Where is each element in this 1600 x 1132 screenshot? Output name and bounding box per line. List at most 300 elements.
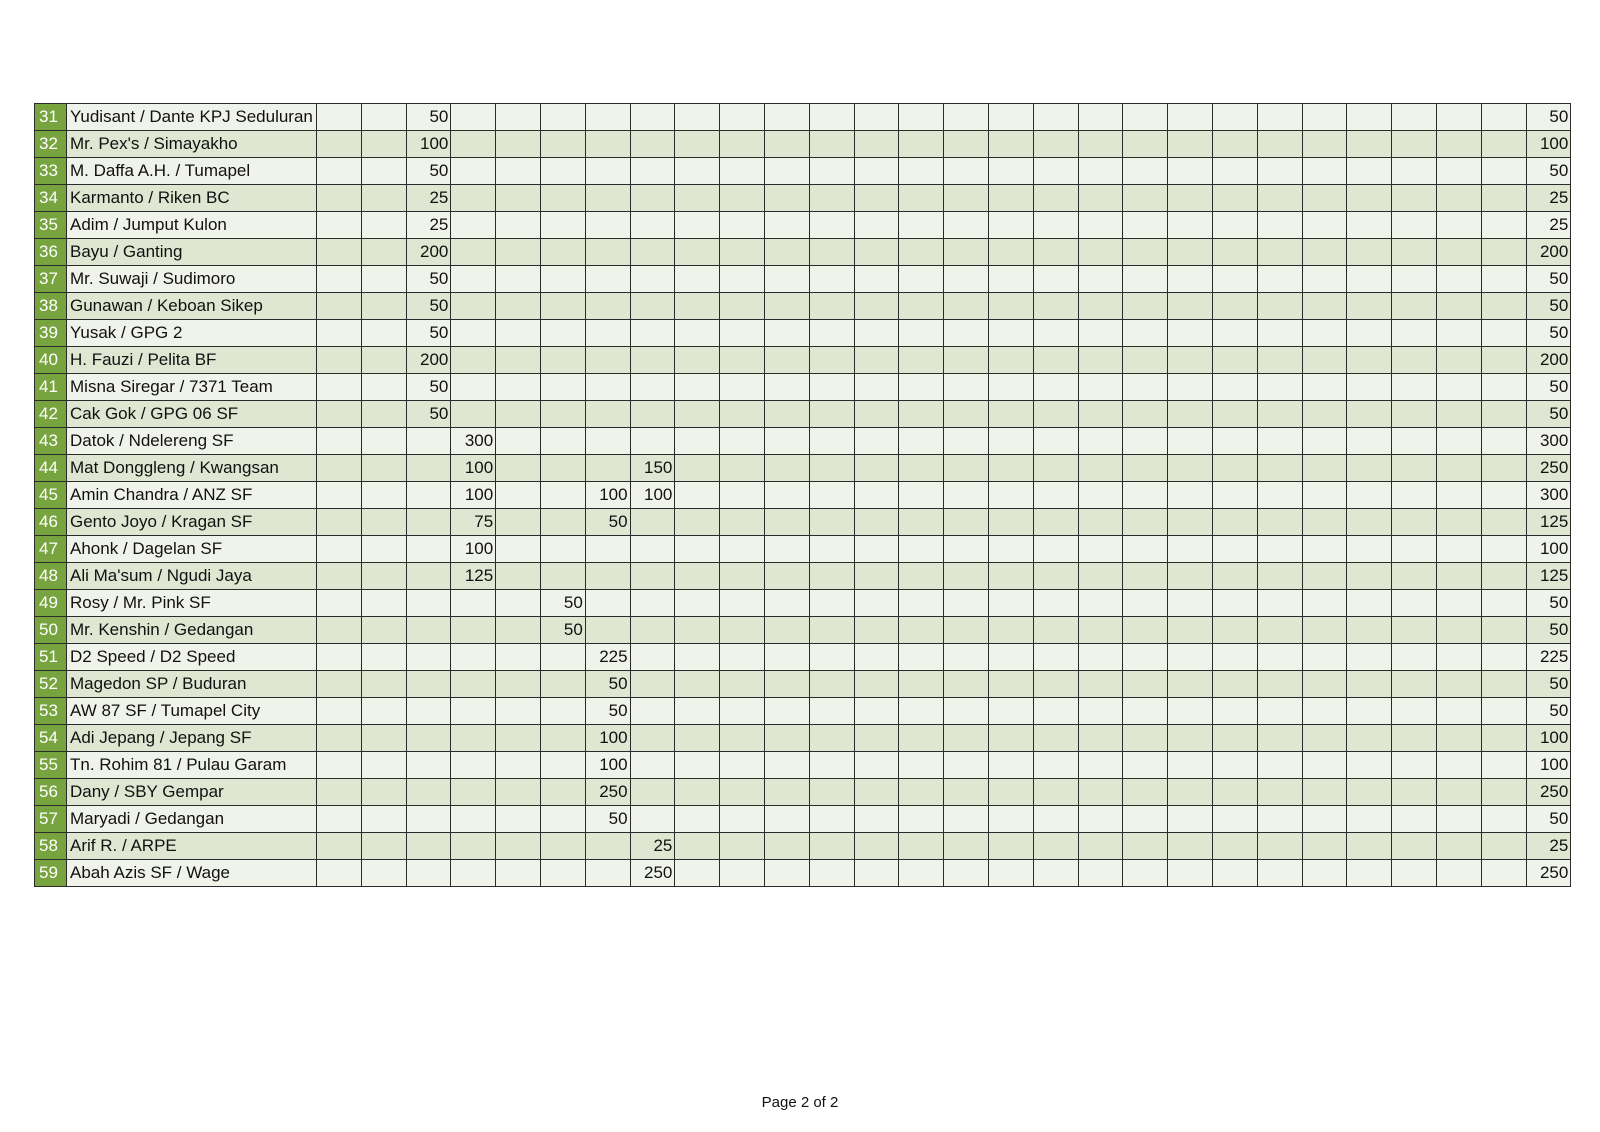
value-cell <box>944 806 989 833</box>
value-cell <box>675 320 720 347</box>
total-cell: 50 <box>1526 806 1571 833</box>
value-cell <box>406 644 451 671</box>
value-cell <box>1212 644 1257 671</box>
value-cell <box>451 671 496 698</box>
total-cell: 50 <box>1526 671 1571 698</box>
value-cell: 50 <box>540 590 585 617</box>
value-cell <box>675 590 720 617</box>
value-cell <box>944 104 989 131</box>
value-cell <box>988 428 1033 455</box>
value-cell <box>809 536 854 563</box>
value-cell <box>361 590 406 617</box>
table-row <box>35 239 1571 266</box>
value-cell <box>406 806 451 833</box>
value-cell <box>1168 401 1213 428</box>
total-cell: 300 <box>1526 482 1571 509</box>
value-cell <box>585 212 630 239</box>
value-cell <box>1347 212 1392 239</box>
value-cell <box>854 212 899 239</box>
participant-name: AW 87 SF / Tumapel City <box>67 698 317 725</box>
value-cell <box>361 779 406 806</box>
value-cell <box>809 590 854 617</box>
value-cell <box>451 266 496 293</box>
value-cell <box>1078 644 1123 671</box>
value-cell <box>809 860 854 887</box>
value-cell <box>1302 860 1347 887</box>
value-cell <box>361 428 406 455</box>
value-cell <box>809 455 854 482</box>
value-cell <box>451 347 496 374</box>
value-cell <box>1392 401 1437 428</box>
value-cell <box>540 752 585 779</box>
value-cell <box>361 320 406 347</box>
value-cell <box>720 752 765 779</box>
value-cell <box>1481 158 1526 185</box>
participant-name: Ahonk / Dagelan SF <box>67 536 317 563</box>
value-cell <box>809 563 854 590</box>
total-cell: 125 <box>1526 509 1571 536</box>
value-cell <box>720 374 765 401</box>
value-cell <box>944 131 989 158</box>
value-cell <box>1392 455 1437 482</box>
value-cell <box>1078 320 1123 347</box>
value-cell <box>317 104 362 131</box>
row-number: 54 <box>35 725 67 752</box>
value-cell <box>1347 158 1392 185</box>
value-cell <box>1123 644 1168 671</box>
value-cell <box>540 698 585 725</box>
value-cell <box>1392 806 1437 833</box>
value-cell <box>317 833 362 860</box>
value-cell <box>720 239 765 266</box>
value-cell <box>809 347 854 374</box>
value-cell <box>1033 401 1078 428</box>
value-cell <box>944 482 989 509</box>
value-cell <box>1392 320 1437 347</box>
value-cell <box>764 212 809 239</box>
value-cell <box>764 590 809 617</box>
value-cell <box>944 239 989 266</box>
value-cell <box>988 482 1033 509</box>
value-cell <box>630 698 675 725</box>
value-cell <box>1436 455 1481 482</box>
value-cell <box>630 806 675 833</box>
value-cell <box>1123 131 1168 158</box>
value-cell <box>1168 104 1213 131</box>
value-cell <box>809 833 854 860</box>
value-cell <box>496 590 541 617</box>
table-row <box>35 509 1571 536</box>
value-cell <box>1481 401 1526 428</box>
value-cell <box>988 347 1033 374</box>
row-number: 38 <box>35 293 67 320</box>
value-cell <box>361 509 406 536</box>
row-number: 44 <box>35 455 67 482</box>
value-cell <box>809 374 854 401</box>
value-cell <box>899 698 944 725</box>
value-cell <box>988 860 1033 887</box>
total-cell: 50 <box>1526 293 1571 320</box>
value-cell <box>1392 428 1437 455</box>
value-cell <box>585 428 630 455</box>
value-cell <box>1257 212 1302 239</box>
value-cell <box>1481 806 1526 833</box>
value-cell <box>675 455 720 482</box>
value-cell <box>496 185 541 212</box>
value-cell <box>988 239 1033 266</box>
value-cell: 50 <box>406 158 451 185</box>
value-cell <box>1302 185 1347 212</box>
value-cell <box>317 644 362 671</box>
value-cell <box>585 320 630 347</box>
value-cell <box>1436 320 1481 347</box>
value-cell <box>1168 833 1213 860</box>
value-cell: 200 <box>406 239 451 266</box>
value-cell <box>1033 158 1078 185</box>
total-cell: 100 <box>1526 725 1571 752</box>
value-cell <box>944 293 989 320</box>
participant-name: Mr. Kenshin / Gedangan <box>67 617 317 644</box>
value-cell <box>809 104 854 131</box>
value-cell <box>1168 455 1213 482</box>
value-cell <box>585 185 630 212</box>
value-cell <box>361 293 406 320</box>
value-cell <box>1481 644 1526 671</box>
value-cell <box>675 347 720 374</box>
value-cell <box>1078 239 1123 266</box>
value-cell <box>1302 644 1347 671</box>
value-cell <box>988 455 1033 482</box>
value-cell <box>1347 509 1392 536</box>
value-cell <box>1257 644 1302 671</box>
value-cell <box>988 185 1033 212</box>
value-cell <box>1347 860 1392 887</box>
value-cell <box>1123 320 1168 347</box>
value-cell <box>1123 428 1168 455</box>
value-cell <box>1436 536 1481 563</box>
value-cell <box>1168 617 1213 644</box>
value-cell <box>675 212 720 239</box>
value-cell <box>764 752 809 779</box>
value-cell <box>361 158 406 185</box>
value-cell <box>1302 428 1347 455</box>
value-cell <box>1168 347 1213 374</box>
value-cell <box>1078 131 1123 158</box>
value-cell <box>451 644 496 671</box>
participant-name: Arif R. / ARPE <box>67 833 317 860</box>
value-cell <box>1257 698 1302 725</box>
value-cell <box>1168 320 1213 347</box>
value-cell <box>1347 374 1392 401</box>
value-cell <box>854 347 899 374</box>
value-cell <box>988 158 1033 185</box>
value-cell <box>899 374 944 401</box>
table-row <box>35 401 1571 428</box>
value-cell <box>1257 374 1302 401</box>
participant-name: Ali Ma'sum / Ngudi Jaya <box>67 563 317 590</box>
value-cell <box>1347 590 1392 617</box>
total-cell: 50 <box>1526 320 1571 347</box>
row-number: 33 <box>35 158 67 185</box>
value-cell <box>1123 347 1168 374</box>
value-cell <box>1436 428 1481 455</box>
value-cell <box>764 563 809 590</box>
value-cell <box>361 185 406 212</box>
value-cell <box>1257 617 1302 644</box>
value-cell <box>1481 266 1526 293</box>
row-number: 57 <box>35 806 67 833</box>
value-cell <box>1168 239 1213 266</box>
value-cell <box>1347 671 1392 698</box>
value-cell <box>1392 617 1437 644</box>
value-cell <box>809 212 854 239</box>
value-cell <box>1257 401 1302 428</box>
value-cell <box>1257 131 1302 158</box>
value-cell: 50 <box>585 509 630 536</box>
value-cell <box>1481 374 1526 401</box>
value-cell <box>496 752 541 779</box>
value-cell <box>1392 185 1437 212</box>
value-cell <box>1123 860 1168 887</box>
value-cell <box>764 455 809 482</box>
row-number: 46 <box>35 509 67 536</box>
value-cell <box>988 806 1033 833</box>
value-cell <box>1212 266 1257 293</box>
value-cell <box>1078 671 1123 698</box>
value-cell <box>809 725 854 752</box>
value-cell <box>720 779 765 806</box>
value-cell: 50 <box>406 266 451 293</box>
value-cell <box>1436 131 1481 158</box>
total-cell: 100 <box>1526 536 1571 563</box>
value-cell <box>585 293 630 320</box>
value-cell <box>899 536 944 563</box>
total-cell: 100 <box>1526 752 1571 779</box>
value-cell <box>540 509 585 536</box>
value-cell <box>1302 293 1347 320</box>
participant-name: Dany / SBY Gempar <box>67 779 317 806</box>
value-cell <box>1212 725 1257 752</box>
value-cell <box>1436 401 1481 428</box>
value-cell <box>451 779 496 806</box>
value-cell <box>1257 320 1302 347</box>
value-cell <box>988 320 1033 347</box>
value-cell <box>1302 509 1347 536</box>
value-cell <box>675 509 720 536</box>
value-cell <box>1436 806 1481 833</box>
value-cell <box>406 509 451 536</box>
value-cell <box>1481 536 1526 563</box>
value-cell <box>496 806 541 833</box>
value-cell <box>540 293 585 320</box>
value-cell <box>1168 293 1213 320</box>
value-cell <box>1257 347 1302 374</box>
value-cell <box>317 860 362 887</box>
row-number: 58 <box>35 833 67 860</box>
row-number: 48 <box>35 563 67 590</box>
value-cell <box>764 509 809 536</box>
value-cell <box>899 212 944 239</box>
value-cell <box>361 860 406 887</box>
value-cell <box>1123 779 1168 806</box>
value-cell <box>764 833 809 860</box>
value-cell <box>540 239 585 266</box>
value-cell <box>1123 509 1168 536</box>
value-cell <box>1257 293 1302 320</box>
value-cell <box>540 131 585 158</box>
value-cell <box>720 698 765 725</box>
value-cell <box>361 644 406 671</box>
value-cell <box>675 266 720 293</box>
value-cell <box>809 428 854 455</box>
value-cell <box>496 617 541 644</box>
table-row <box>35 698 1571 725</box>
value-cell <box>1212 482 1257 509</box>
value-cell <box>675 374 720 401</box>
value-cell <box>1033 428 1078 455</box>
value-cell <box>630 536 675 563</box>
row-number: 34 <box>35 185 67 212</box>
value-cell <box>764 293 809 320</box>
value-cell <box>630 185 675 212</box>
value-cell <box>496 779 541 806</box>
value-cell <box>899 752 944 779</box>
value-cell <box>899 725 944 752</box>
value-cell <box>406 590 451 617</box>
value-cell <box>854 374 899 401</box>
value-cell: 50 <box>585 698 630 725</box>
row-number: 36 <box>35 239 67 266</box>
value-cell <box>1436 833 1481 860</box>
value-cell <box>1212 374 1257 401</box>
value-cell <box>720 320 765 347</box>
table-row <box>35 320 1571 347</box>
value-cell <box>675 806 720 833</box>
value-cell <box>451 806 496 833</box>
value-cell <box>630 725 675 752</box>
value-cell <box>361 671 406 698</box>
value-cell <box>1078 266 1123 293</box>
value-cell <box>675 725 720 752</box>
value-cell <box>899 482 944 509</box>
value-cell <box>1347 752 1392 779</box>
value-cell: 100 <box>406 131 451 158</box>
value-cell <box>1123 212 1168 239</box>
value-cell <box>988 833 1033 860</box>
value-cell <box>1392 536 1437 563</box>
value-cell <box>361 131 406 158</box>
row-number: 39 <box>35 320 67 347</box>
value-cell <box>1033 374 1078 401</box>
value-cell <box>988 401 1033 428</box>
value-cell <box>1212 455 1257 482</box>
value-cell <box>1436 374 1481 401</box>
value-cell <box>1168 752 1213 779</box>
value-cell <box>585 266 630 293</box>
value-cell <box>540 671 585 698</box>
value-cell <box>1436 239 1481 266</box>
value-cell <box>630 266 675 293</box>
value-cell <box>764 374 809 401</box>
value-cell <box>630 374 675 401</box>
value-cell <box>944 725 989 752</box>
value-cell <box>406 617 451 644</box>
row-number: 52 <box>35 671 67 698</box>
value-cell <box>317 185 362 212</box>
value-cell <box>1123 482 1168 509</box>
value-cell <box>675 644 720 671</box>
value-cell <box>675 401 720 428</box>
value-cell <box>361 752 406 779</box>
value-cell <box>451 158 496 185</box>
value-cell <box>1302 698 1347 725</box>
total-cell: 50 <box>1526 617 1571 644</box>
value-cell <box>630 293 675 320</box>
value-cell <box>406 563 451 590</box>
value-cell <box>675 563 720 590</box>
value-cell <box>451 212 496 239</box>
row-number: 49 <box>35 590 67 617</box>
value-cell <box>1212 860 1257 887</box>
value-cell <box>854 293 899 320</box>
value-cell <box>1302 671 1347 698</box>
value-cell <box>585 536 630 563</box>
row-number: 59 <box>35 860 67 887</box>
value-cell <box>809 401 854 428</box>
value-cell <box>1212 293 1257 320</box>
value-cell <box>1302 725 1347 752</box>
value-cell <box>1436 779 1481 806</box>
value-cell <box>1392 671 1437 698</box>
value-cell <box>809 482 854 509</box>
value-cell <box>1392 563 1437 590</box>
table-row <box>35 293 1571 320</box>
value-cell <box>630 590 675 617</box>
value-cell <box>1078 779 1123 806</box>
value-cell <box>1033 455 1078 482</box>
value-cell <box>764 536 809 563</box>
value-cell <box>451 698 496 725</box>
value-cell <box>451 401 496 428</box>
value-cell <box>1078 617 1123 644</box>
value-cell <box>1481 671 1526 698</box>
value-cell <box>944 185 989 212</box>
value-cell <box>809 185 854 212</box>
value-cell <box>1436 185 1481 212</box>
total-cell: 50 <box>1526 401 1571 428</box>
table-row <box>35 860 1571 887</box>
value-cell <box>899 671 944 698</box>
value-cell: 50 <box>406 401 451 428</box>
row-number: 51 <box>35 644 67 671</box>
value-cell <box>1302 482 1347 509</box>
value-cell: 75 <box>451 509 496 536</box>
value-cell <box>944 833 989 860</box>
value-cell <box>944 779 989 806</box>
value-cell <box>540 563 585 590</box>
value-cell <box>496 320 541 347</box>
value-cell <box>1302 563 1347 590</box>
value-cell <box>361 266 406 293</box>
value-cell <box>944 752 989 779</box>
value-cell <box>1436 347 1481 374</box>
value-cell <box>720 428 765 455</box>
value-cell <box>944 698 989 725</box>
value-cell <box>854 239 899 266</box>
value-cell <box>406 779 451 806</box>
value-cell <box>1168 509 1213 536</box>
value-cell <box>1347 779 1392 806</box>
